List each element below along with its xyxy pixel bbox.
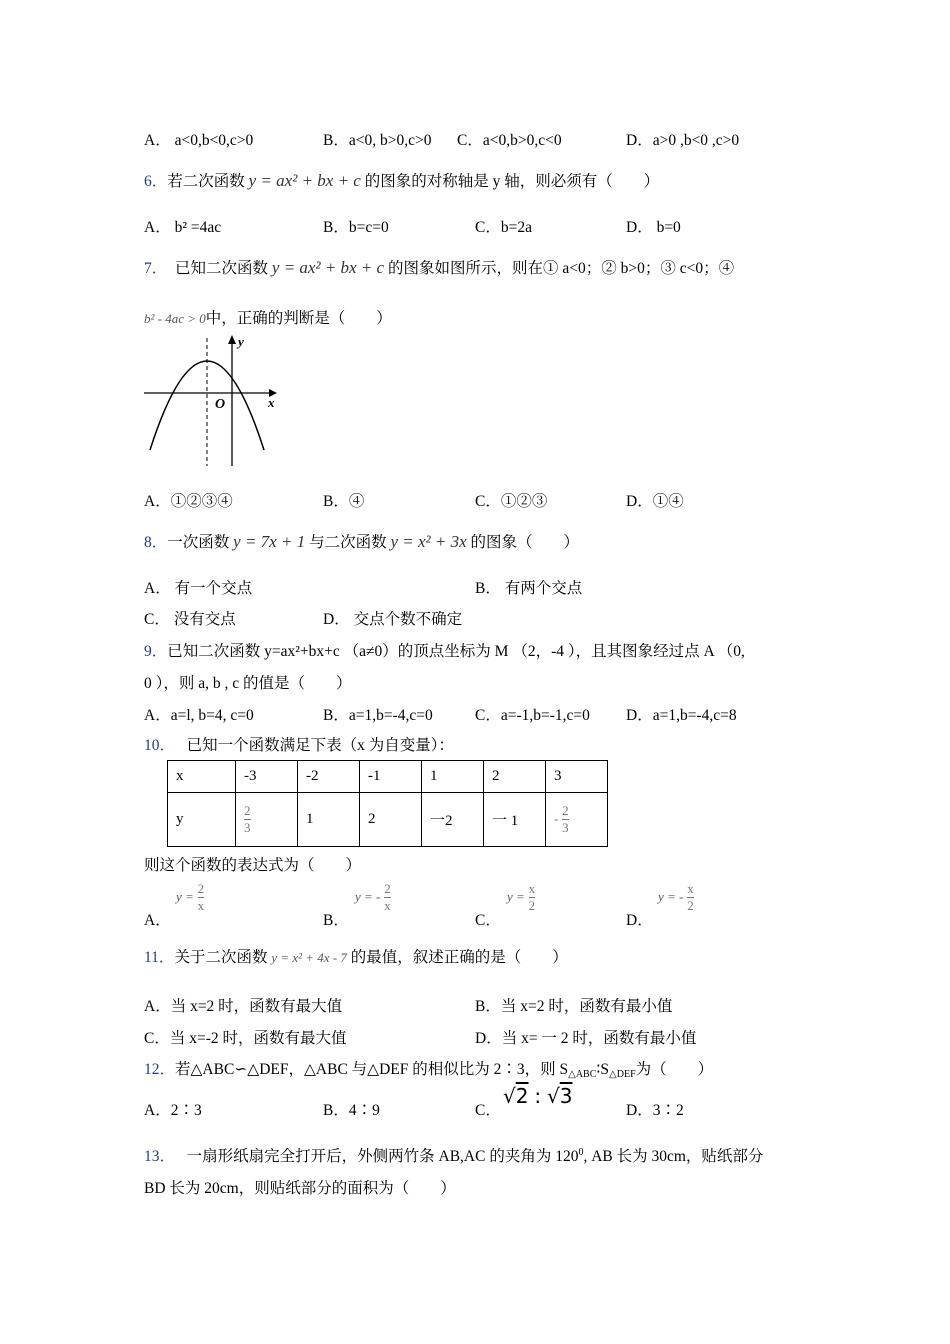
option-b: B．当 x=2 时，函数有最小值 — [475, 998, 673, 1015]
question-text: 与二次函数 — [309, 534, 387, 551]
option-c: C．当 x=-2 时，函数有最大值 — [144, 1030, 347, 1047]
table-cell: 3 — [546, 761, 608, 793]
table-cell: -2 — [298, 761, 360, 793]
option-a: A．2∶3 — [144, 1102, 202, 1119]
question-number: 7． — [144, 260, 168, 277]
question-number: 11． — [144, 949, 175, 966]
fraction: $\frac{2}{x}$ — [384, 881, 391, 913]
option-c: C．b=2a — [475, 219, 532, 236]
option-a: A． b² =4ac — [144, 219, 222, 236]
option-a: A． a<0,b<0,c>0 — [144, 132, 254, 149]
table-cell: y — [168, 793, 236, 847]
option-c: C． 没有交点 — [144, 611, 236, 628]
formula: y = ax² + bx + c — [248, 171, 361, 190]
option-d: D．a>0 ,b<0 ,c>0 — [626, 132, 740, 149]
y-axis-label: y — [238, 334, 244, 349]
fraction: $\frac{2}{3}$ — [244, 803, 251, 835]
table-cell: 一2 — [422, 793, 484, 847]
option-a: A．①②③④ — [144, 493, 233, 510]
option-a: A． 有一个交点 — [144, 580, 253, 597]
question-6 — [144, 169, 659, 191]
table-cell: 1 — [422, 761, 484, 793]
question-10 — [144, 733, 454, 755]
question-7 — [144, 256, 734, 278]
option-d: D．a=1,b=-4,c=8 — [626, 707, 737, 724]
option-d-label: D． — [626, 912, 653, 929]
question-10-ask: 则这个函数的表达式为（ ） — [144, 857, 362, 874]
question-text: 已知二次函数 y=ax²+bx+c （a≠0）的顶点坐标为 M （2，-4 ），且其图象经过点 A （0, — [167, 643, 745, 660]
formula: b² - 4ac > 0 — [144, 311, 206, 326]
question-text: 的最值，叙述正确的是（ ） — [350, 949, 568, 966]
option-d: D． b=0 — [626, 219, 681, 236]
option-a: A．当 x=2 时，函数有最大值 — [144, 998, 343, 1015]
option-b: B．4∶9 — [323, 1102, 380, 1119]
question-text: 的图象（ ） — [470, 534, 580, 551]
question-text: 的图象如图所示，则在① a<0；② b>0；③ c<0；④ — [387, 260, 735, 277]
table-cell: 1 — [298, 793, 360, 847]
option-c: C．a<0,b>0,c<0 — [457, 132, 562, 149]
table-row — [168, 793, 608, 847]
option-d: D． 交点个数不确定 — [323, 611, 463, 628]
table-row — [168, 761, 608, 793]
option-b-label: B． — [323, 912, 349, 929]
table-cell: 2 — [484, 761, 546, 793]
question-text: 已知二次函数 — [175, 260, 269, 277]
question-9 — [144, 639, 745, 661]
question-text: 若二次函数 — [167, 173, 245, 190]
option-b: B．④ — [323, 493, 365, 510]
option-b: B．a<0, b>0,c>0 — [323, 132, 432, 149]
parabola-graph — [140, 332, 280, 472]
question-text: 中，正确的判断是（ ） — [205, 310, 392, 327]
value-table — [167, 760, 608, 847]
table-cell: -3 — [236, 761, 298, 793]
table-cell: 一 1 — [484, 793, 546, 847]
option-d: D．当 x= 一 2 时，函数有最小值 — [475, 1030, 697, 1047]
option-c-label: C． — [475, 912, 501, 929]
option-a-formula: $y = \frac{2}{x}$ — [176, 881, 205, 913]
table-cell — [236, 793, 298, 847]
question-number: 8． — [144, 534, 168, 551]
question-number: 9． — [144, 643, 168, 660]
option-c: C．a=-1,b=-1,c=0 — [475, 707, 590, 724]
option-b-formula: y = - $\frac{2}{x}$ — [355, 881, 391, 913]
option-d: D．3∶2 — [626, 1102, 684, 1119]
option-d: D．①④ — [626, 493, 684, 510]
formula: y = x² + 4x - 7 — [271, 950, 347, 965]
question-7-condition — [144, 306, 392, 328]
fraction: $\frac{x}{2}$ — [687, 881, 694, 913]
question-text: 若△ABC∽△DEF，△ABC 与△DEF 的相似比为 2∶3，则 S — [175, 1061, 569, 1078]
origin-label: O — [215, 397, 226, 412]
question-13: 13． 一扇形纸扇完全打开后，外侧两竹条 AB,AC 的夹角为 $120^0$, AB 长为 30cm，贴纸部分 — [144, 1146, 764, 1165]
option-b: B． 有两个交点 — [475, 580, 583, 597]
option-a-label: A． — [144, 912, 171, 929]
formula: y = ax² + bx + c — [271, 258, 385, 277]
option-c-formula: √2 : √3 — [503, 1084, 573, 1108]
option-c: C．①②③ — [475, 493, 548, 510]
question-number: 12． — [144, 1061, 176, 1078]
formula: y = x² + 3x — [390, 532, 467, 551]
question-8 — [144, 530, 579, 552]
fraction: $\frac{x}{2}$ — [528, 881, 536, 913]
option-c-formula: $y = \frac{x}{2}$ — [507, 881, 536, 913]
fraction: $\frac{2}{3}$ — [562, 803, 569, 835]
x-axis-label: x — [268, 395, 275, 410]
table-cell: -1 — [360, 761, 422, 793]
formula: y = 7x + 1 — [233, 532, 306, 551]
fraction: $\frac{2}{x}$ — [197, 881, 205, 913]
question-number: 13． — [144, 1148, 176, 1165]
question-text: 的图象的对称轴是 y 轴，则必须有（ ） — [364, 173, 660, 190]
option-d-formula: y = - $\frac{x}{2}$ — [658, 881, 694, 913]
question-11 — [144, 945, 568, 967]
table-cell: 2 — [360, 793, 422, 847]
question-12: 12．若△ABC∽△DEF，△ABC 与△DEF 的相似比为 2∶3，则 $S_{\triangle ABC}∶S_{\triangle DEF}$为（ ） — [144, 1061, 714, 1080]
y-axis-arrow — [228, 335, 236, 344]
question-number: 10． — [144, 737, 176, 754]
question-13-line2: BD 长为 20cm，则贴纸部分的面积为（ ） — [144, 1180, 456, 1197]
question-text: 一扇形纸扇完全打开后，外侧两竹条 AB,AC 的夹角为 120 — [186, 1148, 579, 1165]
question-9-line2: 0 ），则 a, b , c 的值是（ ） — [144, 675, 352, 692]
option-b: B．b=c=0 — [323, 219, 389, 236]
question-text: 一次函数 — [167, 534, 230, 551]
table-cell: x — [168, 761, 236, 793]
option-a: A．a=l, b=4, c=0 — [144, 707, 254, 724]
option-c-label: C． — [475, 1102, 501, 1119]
option-b: B．a=1,b=-4,c=0 — [323, 707, 433, 724]
question-text: 已知一个函数满足下表（x 为自变量）： — [186, 737, 455, 754]
table-cell: - $\frac{2}{3}$ — [546, 793, 608, 847]
question-number: 6． — [144, 173, 168, 190]
question-text: 关于二次函数 — [174, 949, 268, 966]
